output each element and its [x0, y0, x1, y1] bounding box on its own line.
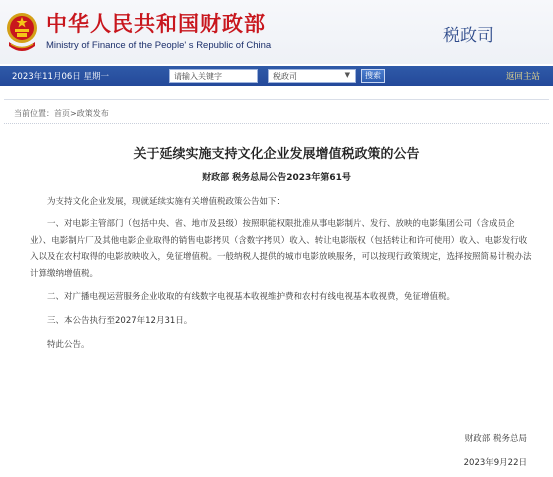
article-title: 关于延续实施支持文化企业发展增值税政策的公告 — [133, 147, 420, 162]
article-paragraph: 二、对广播电视运营服务企业收取的有线数字电视基本收视维护费和农村有线电视基本收视费，免征增值税。 — [47, 292, 456, 302]
site-title: 中华人民共和国财政部 — [46, 12, 266, 36]
article-paragraph: 三、本公告执行至2027年12月31日。 — [47, 316, 193, 326]
site-header — [0, 0, 553, 64]
department-select-value: 税政司 — [273, 72, 297, 81]
divider — [4, 123, 549, 124]
search-button[interactable]: 搜索 — [361, 69, 385, 83]
chevron-down-icon: ▼ — [344, 71, 350, 79]
breadcrumb: 当前位置：首页>政策发布 — [14, 109, 109, 118]
article-paragraph: 一、对电影主管部门（包括中央、省、地市及县级）按照职能权限批准从事电影制片、发行、放映的电影集团公司（含成员企业）、电影制片厂及其他电影企业取得的销售电影拷贝（含数字拷贝）收入、转让电影版权（包括转让和许可使用）收入、电影发行收入以及在农村取得的电影放映收入，免征增值税。一般纳税人提供的城市电影放映服务，可以按现行政策规定，选择按照简易计税办法计算缴纳增值税。 — [30, 219, 532, 279]
department-name: 税政司 — [443, 26, 494, 46]
site-subtitle-en: Ministry of Finance of the People' s Republic of China — [46, 40, 272, 51]
department-select[interactable] — [268, 69, 356, 83]
article-paragraph: 特此公告。 — [47, 340, 90, 350]
signature: 财政部 税务总局 — [464, 434, 527, 444]
nav-bar — [0, 66, 553, 86]
national-emblem-icon — [5, 8, 39, 56]
document-number: 财政部 税务总局公告2023年第61号 — [202, 173, 351, 183]
article-paragraph: 为支持文化企业发展，现就延续实施有关增值税政策公告如下： — [47, 197, 286, 207]
current-date: 2023年11月06日 星期一 — [12, 72, 109, 82]
return-home-link[interactable]: 返回主站 — [505, 72, 540, 82]
search-input[interactable]: 请输入关键字 — [169, 69, 258, 83]
publish-date: 2023年9月22日 — [463, 458, 527, 468]
